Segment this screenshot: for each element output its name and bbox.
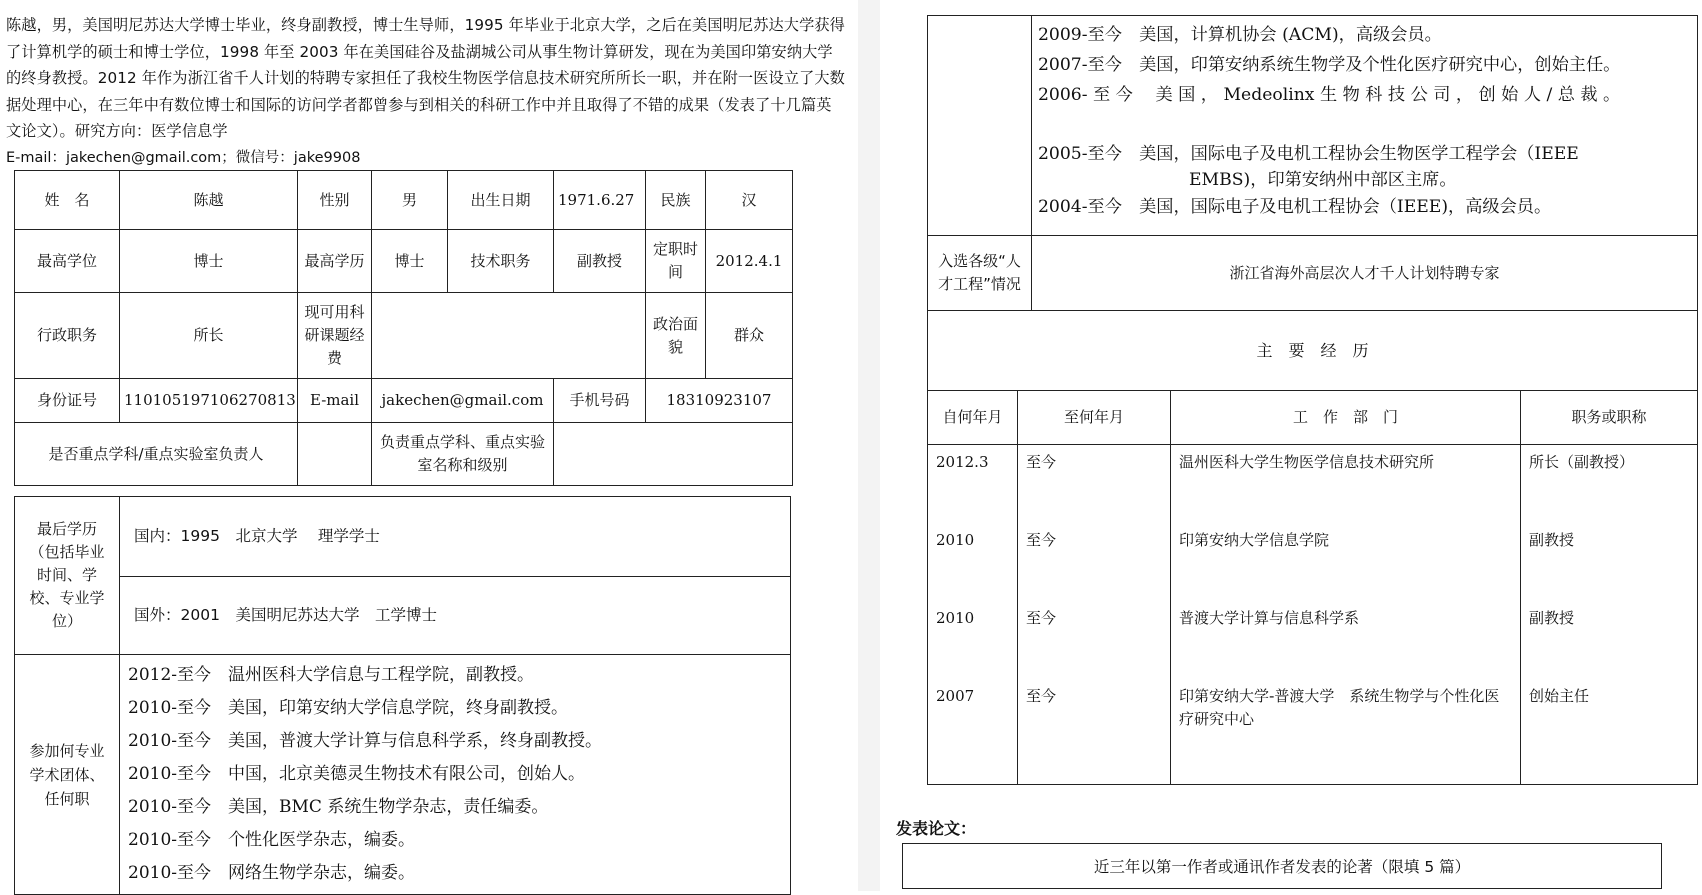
phone-label: 手机号码: [554, 379, 646, 423]
funds-label: 现可用科研课题经费: [298, 293, 372, 379]
exp-from: 2007: [936, 687, 975, 705]
education-value: 博士: [372, 230, 448, 293]
association-item: 2005-至今 美国，国际电子及电机工程协会生物医学工程学会（IEEE: [1038, 144, 1579, 164]
association-item: 2010-至今 中国，北京美德灵生物技术有限公司，创始人。: [128, 764, 586, 784]
birth-value: 1971.6.27: [554, 171, 646, 230]
exp-dept: 温州医科大学生物医学信息技术研究所: [1179, 453, 1435, 471]
exp-to: 至今: [1026, 609, 1057, 627]
profile-table: [14, 170, 793, 486]
page-gutter: [858, 0, 880, 891]
education-label: 最高学历: [298, 230, 372, 293]
lab-head-label: 是否重点学科/重点实验室负责人: [15, 423, 298, 486]
lab-name-label: 负责重点学科、重点实验室名称和级别: [372, 423, 554, 486]
admin-label: 行政职务: [15, 293, 120, 379]
associations-label: 参加何专业学术团体、任何职: [15, 655, 120, 895]
association-item: 2010-至今 网络生物学杂志，编委。: [128, 863, 416, 883]
exp-from: 2010: [936, 609, 975, 627]
degree-label: 最高学位: [15, 230, 120, 293]
association-item: 2004-至今 美国，国际电子及电机工程协会（IEEE)，高级会员。: [1038, 197, 1552, 217]
exp-dept: 普渡大学计算与信息科学系: [1179, 609, 1360, 627]
association-item: 2010-至今 美国，普渡大学计算与信息科学系，终身副教授。: [128, 731, 603, 751]
table-row: [928, 445, 1698, 785]
exp-title: 副教授: [1529, 531, 1575, 549]
contact-line: E-mail：jakechen@gmail.com；微信号：jake9908: [6, 150, 361, 166]
exp-to: 至今: [1026, 531, 1057, 549]
phone-value: 18310923107: [646, 379, 793, 423]
col-from-header: 自何年月: [928, 391, 1018, 445]
id-label: 身份证号: [15, 379, 120, 423]
associations-list: [120, 655, 791, 895]
title-label: 技术职务: [448, 230, 554, 293]
association-item: 2006- 至 今 美 国 ， Medeolinx 生 物 科 技 公 司 ， 创 始 人 / 总 裁 。: [1038, 85, 1621, 105]
ethnicity-label: 民族: [646, 171, 706, 230]
education-label: 最后学历（包括毕业时间、学校、专业学位）: [15, 497, 120, 655]
exp-dept: 印第安纳大学信息学院: [1179, 531, 1330, 549]
col-to-header: 至何年月: [1018, 391, 1171, 445]
title-date-value: 2012.4.1: [706, 230, 793, 293]
experience-heading: 主 要 经 历: [928, 311, 1698, 391]
association-item: 2010-至今 美国，印第安纳大学信息学院，终身副教授。: [128, 698, 569, 718]
exp-title: 创始主任: [1529, 687, 1590, 705]
association-item: 2007-至今 美国，印第安纳系统生物学及个性化医疗研究中心，创始主任。: [1038, 55, 1621, 75]
association-item: EMBS)，印第安纳州中部区主席。: [1189, 170, 1457, 190]
association-item: 2010-至今 美国，BMC 系统生物学杂志，责任编委。: [128, 797, 549, 817]
education-table: [14, 496, 791, 895]
birth-label: 出生日期: [448, 171, 554, 230]
admin-value: 所长: [120, 293, 298, 379]
exp-title: 所长（副教授）: [1529, 453, 1635, 471]
experience-from-column: [928, 445, 1018, 785]
exp-to: 至今: [1026, 453, 1057, 471]
association-item: 2009-至今 美国，计算机协会 (ACM)，高级会员。: [1038, 25, 1442, 45]
experience-title-column: [1521, 445, 1698, 785]
experience-to-column: [1018, 445, 1171, 785]
title-value: 副教授: [554, 230, 646, 293]
lab-head-value: [298, 423, 372, 486]
col-title-header: 职务或职称: [1521, 391, 1698, 445]
papers-section-label: 发表论文：: [896, 819, 977, 838]
associations-continued-table: [927, 15, 1698, 311]
education-overseas: 国外：2001 美国明尼苏达大学 工学博士: [120, 577, 791, 655]
exp-from: 2012.3: [936, 453, 989, 471]
associations-continued-list: [1032, 16, 1698, 236]
gender-value: 男: [372, 171, 448, 230]
id-value: 110105197106270813: [120, 379, 298, 423]
political-label: 政治面貌: [646, 293, 706, 379]
email-label: E-mail: [298, 379, 372, 423]
papers-box: 近三年以第一作者或通讯作者发表的论著（限填 5 篇）: [902, 843, 1662, 889]
degree-value: 博士: [120, 230, 298, 293]
intro-paragraph: 陈越，男，美国明尼苏达大学博士毕业，终身副教授，博士生导师，1995 年毕业于北京大学，之后在美国明尼苏达大学获得了计算机学的硕士和博士学位，1998 年至 2003 年在美国硅谷及盐湖城公司从事生物计算研发，现在为美国印第安纳大学的终身教授。2012 年作为浙江省千人计划的特聘专家担任了我校生物医学信息技术研究所所长一职，并在附一医设立了大数据处理中心，在三年中有数位博士和国际的访问学者都曾参与到相关的科研工作中并且取得了不错的成果（发表了十几篇英文论文）。研究方向：医学信息学: [6, 16, 845, 140]
experience-table: [927, 310, 1698, 785]
name-value: 陈越: [120, 171, 298, 230]
exp-dept: 印第安纳大学-普渡大学 系统生物学与个性化医疗研究中心: [1179, 687, 1500, 728]
gender-label: 性别: [298, 171, 372, 230]
talent-label: 入选各级“人才工程”情况: [928, 236, 1032, 311]
title-date-label: 定职时间: [646, 230, 706, 293]
association-item: 2010-至今 个性化医学杂志，编委。: [128, 830, 416, 850]
experience-dept-column: [1171, 445, 1521, 785]
name-label: 姓 名: [15, 171, 120, 230]
political-value: 群众: [706, 293, 793, 379]
exp-from: 2010: [936, 531, 975, 549]
lab-name-value: [554, 423, 793, 486]
ethnicity-value: 汉: [706, 171, 793, 230]
talent-value: 浙江省海外高层次人才千人计划特聘专家: [1032, 236, 1698, 311]
exp-title: 副教授: [1529, 609, 1575, 627]
col-dept-header: 工 作 部 门: [1171, 391, 1521, 445]
association-item: 2012-至今 温州医科大学信息与工程学院，副教授。: [128, 665, 535, 685]
email-value: jakechen@gmail.com: [372, 379, 554, 423]
associations-continued-label-cell: [928, 16, 1032, 236]
education-domestic: 国内：1995 北京大学 理学学士: [120, 497, 791, 577]
exp-to: 至今: [1026, 687, 1057, 705]
funds-value: [372, 293, 646, 379]
right-page: [880, 0, 1702, 891]
